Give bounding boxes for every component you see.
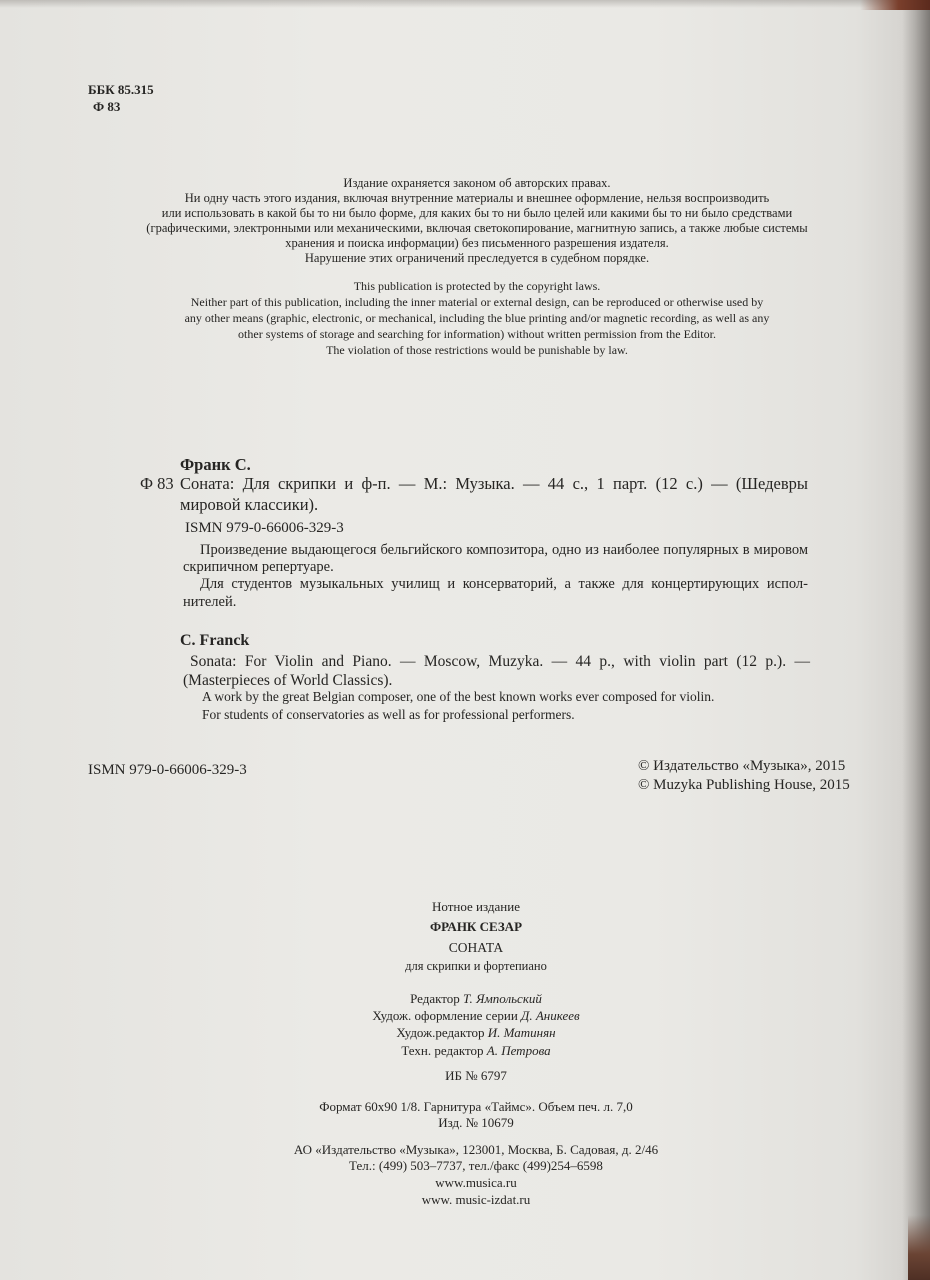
copyright-notice-en (77, 278, 877, 358)
notice-line: other systems of storage and searching for information) without written permission from the Editor. (238, 327, 716, 341)
record-ru-annotation-line: нителей. (183, 594, 237, 610)
copyright-line: © Издательство «Музыка», 2015 (638, 758, 846, 774)
notice-line: хранения и поиска информации) без письменного разрешения издателя. (285, 236, 669, 250)
copyright-line: © Muzyka Publishing House, 2015 (638, 777, 850, 793)
credit-name: Т. Ямпольский (463, 991, 542, 1006)
imprint-title: СОНАТА (448, 940, 504, 955)
imprint-ib-number: ИБ № 6797 (445, 1068, 507, 1083)
record-en-title-line: (Masterpieces of World Classics). (183, 672, 393, 689)
record-ru-title-line: мировой классики). (180, 495, 319, 514)
imprint-phone: Тел.: (499) 503–7737, тел./факс (499)254–6598 (349, 1158, 603, 1173)
record-ru-ismn: ISMN 979-0-66006-329-3 (185, 520, 344, 536)
credit-name: А. Петрова (486, 1043, 551, 1058)
notice-line: Neither part of this publication, including the inner material or external design, can be reproduced or otherwise used by (190, 295, 764, 309)
imprint-credit-editor (176, 990, 776, 1007)
record-ru-title-line: Соната: Для скрипки и ф-п. — М.: Музыка. — 44 с., 1 парт. (12 с.) — (Шедевры (180, 474, 808, 493)
imprint-credit-tech-editor (176, 1042, 776, 1059)
imprint-publisher-address: АО «Издательство «Музыка», 123001, Москва, Б. Садовая, д. 2/46 (293, 1142, 659, 1157)
imprint-edition-type: Нотное издание (432, 899, 520, 914)
notice-line: This publication is protected by the copyright laws. (353, 279, 601, 293)
imprint-credit-series-design (176, 1007, 776, 1024)
credit-name: И. Матинян (487, 1025, 556, 1040)
notice-line: Ни одну часть этого издания, включая внутренние материалы и внешнее оформление, нельзя воспроизводить (184, 191, 770, 205)
imprint-credit-art-editor (176, 1024, 776, 1041)
imprint-author: ФРАНК СЕЗАР (429, 919, 523, 934)
ismn-number: ISMN 979-0-66006-329-3 (88, 762, 247, 778)
notice-line: или использовать в какой бы то ни было форме, для каких бы то ни было целей или какими бы то ни было средствами (161, 206, 793, 220)
credit-role: Худож.редактор (396, 1025, 485, 1040)
credit-role: Худож. оформление серии (372, 1008, 518, 1023)
record-en-author: C. Franck (180, 632, 250, 649)
credit-name: Д. Аникеев (521, 1008, 580, 1023)
imprint-edition-number: Изд. № 10679 (438, 1115, 514, 1130)
record-ru-author: Франк С. (180, 455, 251, 474)
notice-line: any other means (graphic, electronic, or mechanical, including the blue printing and/or magnetic recording, as well as any (184, 311, 770, 325)
author-mark: Ф 83 (93, 99, 121, 114)
record-ru-annotation-line: скрипичном репертуаре. (183, 559, 334, 575)
copyright-notice-ru (77, 176, 877, 266)
record-en-title-line: Sonata: For Violin and Piano. — Moscow, Muzyka. — 44 p., with violin part (12 p.). — (190, 653, 810, 670)
record-ru-annotation-line: Произведение выдающегося бельгийского композитора, одно из наиболее популярных в мировом (200, 542, 808, 558)
notice-line: (графическими, электронными или механическими, включая светокопирование, магнитную запись, а также любые системы (146, 221, 808, 235)
record-ru-author-mark: Ф 83 (140, 474, 174, 493)
record-en-annotation-line: For students of conservatories as well as for professional performers. (202, 707, 575, 722)
page-top-edge-shadow (0, 0, 930, 8)
book-cover-edge (908, 1215, 930, 1280)
imprint-website: www. music-izdat.ru (421, 1192, 531, 1207)
credit-role: Редактор (410, 991, 460, 1006)
imprint-instrumentation: для скрипки и фортепиано (405, 959, 547, 973)
record-ru-annotation-line: Для студентов музыкальных училищ и консерваторий, а также для концертирующих испол- (200, 576, 808, 592)
book-cover-corner (860, 0, 930, 10)
notice-line: Издание охраняется законом об авторских правах. (343, 176, 611, 190)
bbk-index: ББК 85.315 (88, 82, 154, 97)
record-en-annotation-line: A work by the great Belgian composer, one of the best known works ever composed for violin. (202, 689, 715, 704)
notice-line: Нарушение этих ограничений преследуется в судебном порядке. (304, 251, 650, 265)
page-right-edge-shadow (902, 0, 930, 1280)
imprint-format: Формат 60х90 1/8. Гарнитура «Таймс». Объем печ. л. 7,0 (319, 1099, 633, 1114)
notice-line: The violation of those restrictions would be punishable by law. (326, 343, 628, 357)
credit-role: Техн. редактор (401, 1043, 484, 1058)
imprint-website: www.musica.ru (435, 1175, 517, 1190)
